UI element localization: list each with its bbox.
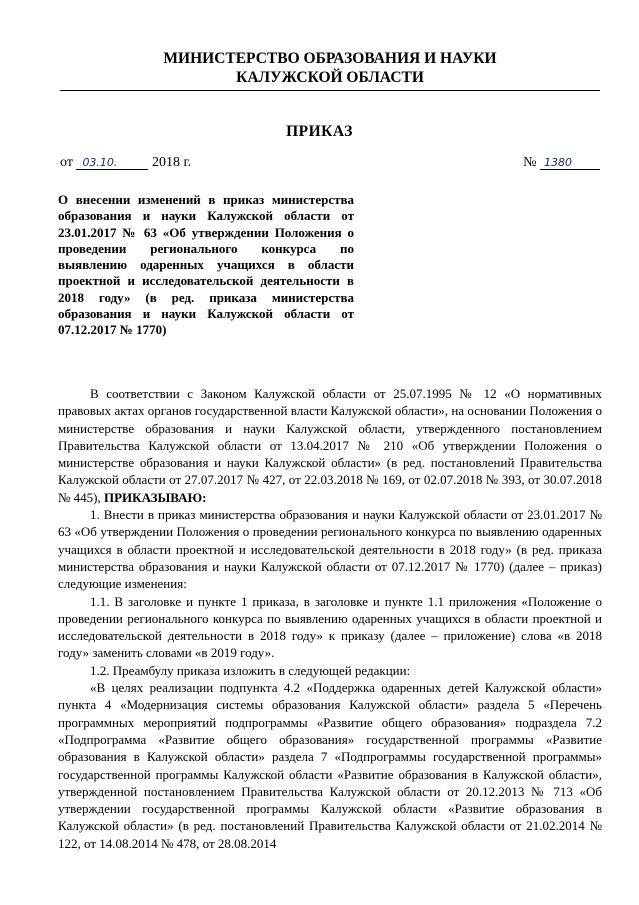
ministry-line-1: МИНИСТЕРСТВО ОБРАЗОВАНИЯ И НАУКИ bbox=[163, 50, 497, 67]
paragraph-item-1-2: 1.2. Преамбулу приказа изложить в следующей редакции: bbox=[90, 662, 411, 678]
order-subject: О внесении изменений в приказ министерства образования и науки Калужской области от 23.01.2017 № 63 «Об утверждении Положения о проведении регионального конкурса по выявлению одаренных учащихся в области проектной и исследовательской деятельности в 2018 году» (в ред. приказа министерства образования и науки Калужской области от 07.12.2017 № 1770) bbox=[58, 192, 354, 338]
order-keyword: ПРИКАЗЫВАЮ: bbox=[103, 489, 207, 505]
number-handwritten: 1380 bbox=[540, 156, 600, 170]
date-prefix: от bbox=[60, 155, 73, 170]
paragraph-item-1: 1. Внести в приказ министерства образования и науки Калужской области от 23.01.2017 № 63 «Об утверждении Положения о проведении регионального конкурса по выявлению одаренных учащихся в области проектной и исследовательской деятельности в 2018 году» (в ред. приказа министерства образования и науки Калужской области от 07.12.2017 № 1770) (далее – приказ) следующие изменения: bbox=[58, 507, 602, 592]
ministry-title bbox=[60, 49, 600, 87]
document-type: ПРИКАЗ bbox=[286, 123, 353, 140]
date-suffix: 2018 г. bbox=[151, 155, 192, 170]
number-prefix: № bbox=[523, 155, 537, 170]
date-line bbox=[60, 155, 191, 171]
ministry-line-2: КАЛУЖСКОЙ ОБЛАСТИ bbox=[236, 69, 424, 86]
paragraph-new-preamble: «В целях реализации подпункта 4.2 «Поддержка одаренных детей Калужской области» пункта 4 «Модернизация системы образования Калужской области» раздела 5 «Перечень программных мероприятий подпрограммы «Развитие общего образования» подраздела 7.2 «Подпрограмма «Развитие общего образования» государственной программы «Развитие образования в Калужской области» раздела 7 «Подпрограммы государственной программы» государственной программы Калужской области «Развитие образования в Калужской области», утвержденной постановлением Правительства Калужской области от 20.12.2013 № 713 «Об утверждении государственной программы Калужской области «Развитие образования в Калужской области» (в ред. постановлений Правительства Калужской области от 21.02.2014 № 122, от 14.08.2014 № 478, от 28.08.2014 bbox=[58, 680, 602, 851]
order-body bbox=[58, 385, 602, 852]
number-line bbox=[523, 155, 600, 171]
header-rule bbox=[60, 90, 600, 91]
preamble-text: В соответствии с Законом Калужской области от 25.07.1995 № 12 «О нормативных правовых актах органов государственной власти Калужской области», на основании Положения о министерстве образования и науки Калужской области, утвержденного постановлением Правительства Калужской области от 13.04.2017 № 210 «Об утверждении Положения о министерстве образования и науки Калужской области» (в ред. постановлений Правительства Калужской области от 27.07.2017 № 427, от 22.03.2018 № 169, от 02.07.2018 № 393, от 30.07.2018 № 445), bbox=[58, 386, 602, 505]
date-handwritten: 03.10. bbox=[76, 156, 148, 170]
paragraph-item-1-1: 1.1. В заголовке и пункте 1 приказа, в заголовке и пункте 1.1 приложения «Положение о проведении регионального конкурса по выявлению одаренных учащихся в области проектной и исследовательской деятельности в 2018 году» к приказу (далее – приложение) слова «в 2018 году» заменить словами «в 2019 году». bbox=[58, 593, 602, 661]
paragraph-preamble bbox=[58, 385, 602, 506]
